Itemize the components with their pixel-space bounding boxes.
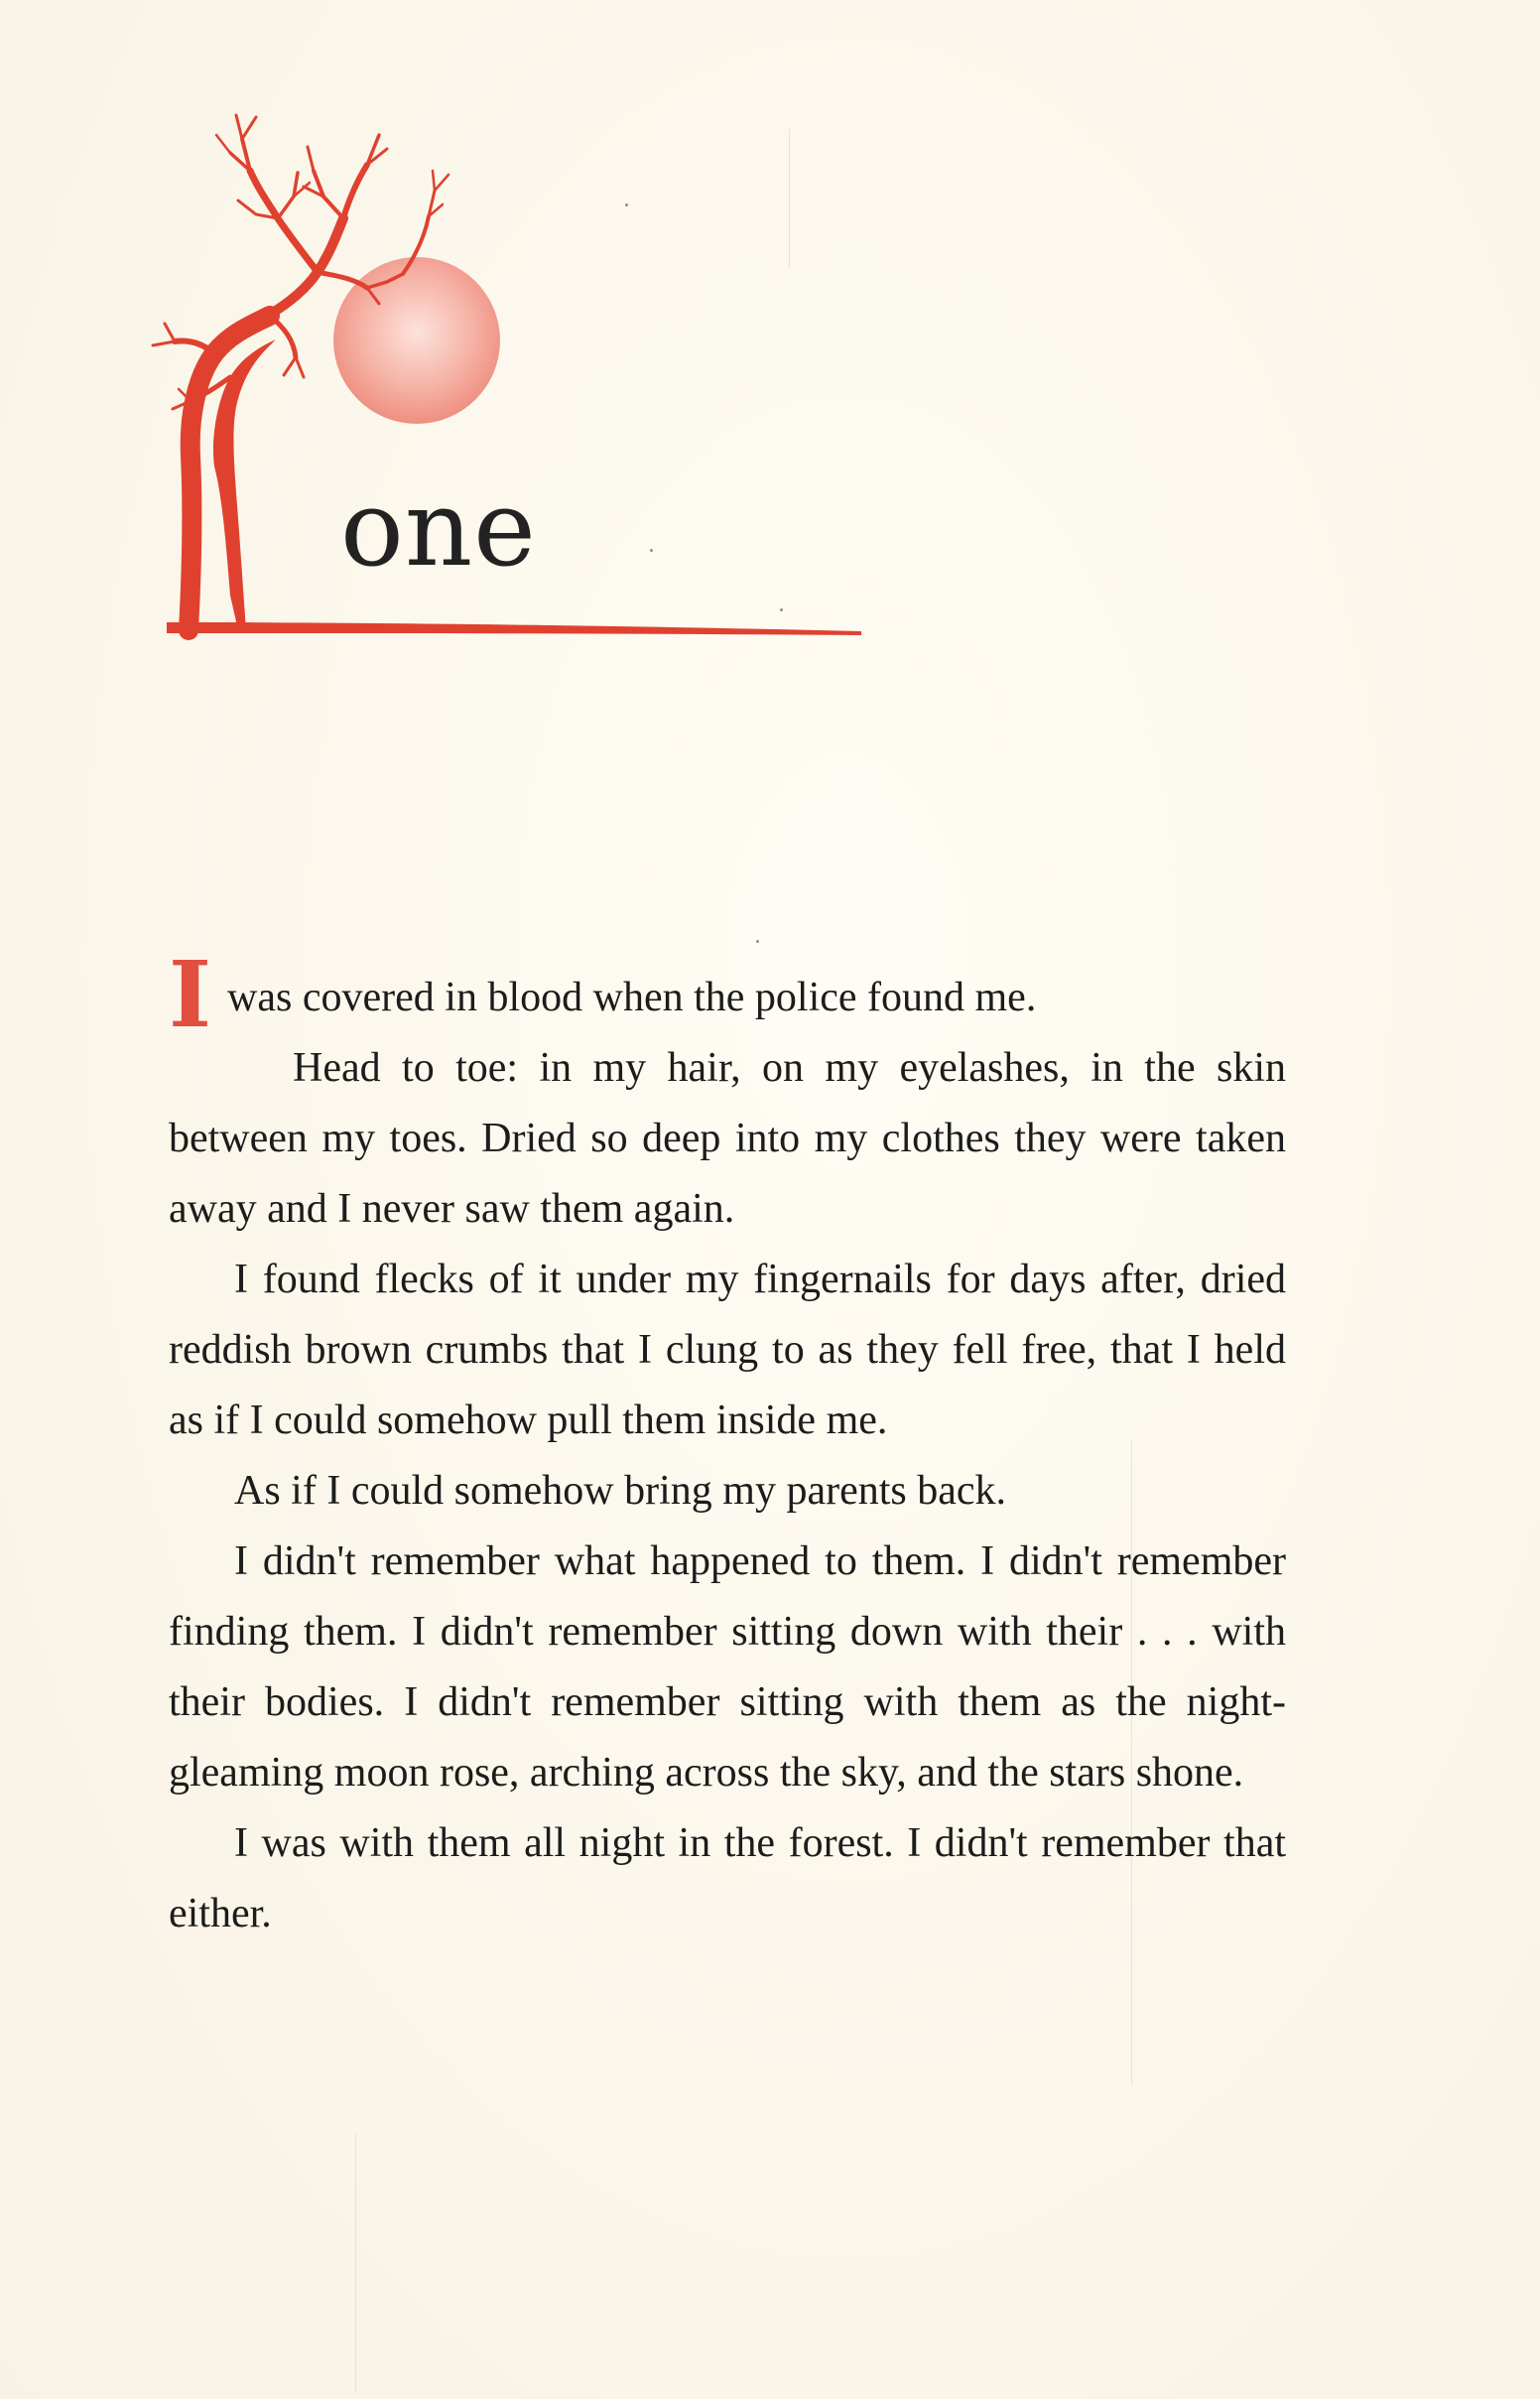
page-crease bbox=[355, 2134, 356, 2392]
chapter-body bbox=[169, 941, 1286, 1949]
paragraph-1 bbox=[169, 941, 1286, 1048]
paragraph-4: As if I could somehow bring my parents back. bbox=[234, 1468, 1007, 1514]
chapter-title: one bbox=[340, 467, 537, 590]
drop-cap: I bbox=[169, 941, 212, 1048]
paragraph-3: I found flecks of it under my fingernails for days after, dried reddish brown crumbs that I clung to as they fell free, that I held as if I could somehow pull them inside me. bbox=[169, 1257, 1286, 1443]
page-speck bbox=[756, 940, 759, 943]
paragraph-1-text: was covered in blood when the police found me. bbox=[227, 975, 1037, 1020]
title-underline bbox=[167, 622, 861, 635]
paragraph-6: I was with them all night in the forest. I didn't remember that either. bbox=[169, 1820, 1286, 1936]
paragraph-2: Head to toe: in my hair, on my eyelashes, in the skin between my toes. Dried so deep into my clothes they were taken away and I never saw them again. bbox=[169, 1045, 1286, 1232]
paragraph-5: I didn't remember what happened to them. I didn't remember finding them. I didn't remember sitting down with their . . . with their bodies. I didn't remember sitting with them as the night-gleaming moon rose, arching across the sky, and the stars shone. bbox=[169, 1538, 1286, 1796]
